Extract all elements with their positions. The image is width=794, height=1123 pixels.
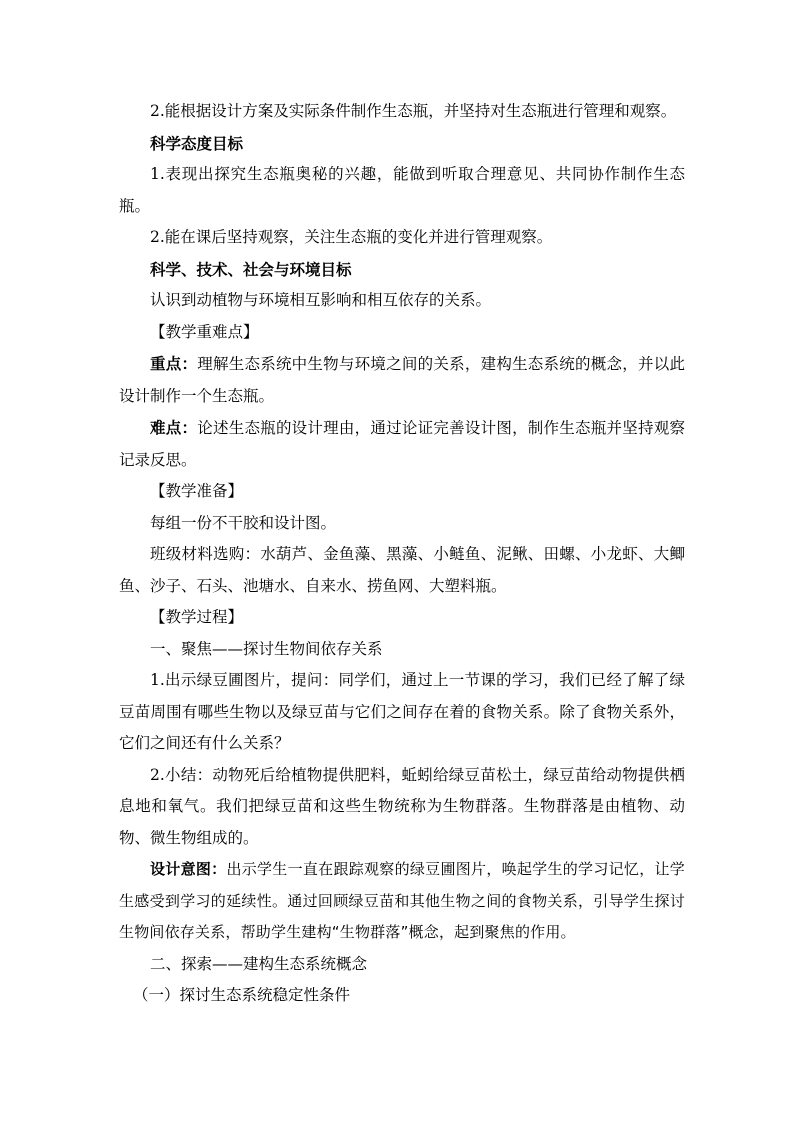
- heading-key-points: 【教学重难点】: [150, 322, 259, 341]
- paragraph-difficulty: [119, 412, 685, 476]
- section-focus: 一、聚焦——探讨生物间依存关系: [150, 639, 383, 658]
- difficulty-label: 难点：: [150, 418, 198, 437]
- paragraph-design-intent: [119, 854, 685, 949]
- difficulty-text: 论述生态瓶的设计理由，通过论证完善设计图，制作生态瓶并坚持观察记录反思。: [119, 419, 685, 469]
- paragraph-stse: 认识到动植物与环境相互影响和相互依存的关系。: [150, 291, 492, 309]
- section-explore: 二、探索——建构生态系统概念: [150, 954, 368, 973]
- subsection-stability: （一）探讨生态系统稳定性条件: [133, 986, 351, 1004]
- design-intent-label: 设计意图：: [150, 860, 227, 878]
- paragraph-focus-1: 1.出示绿豆圃图片，提问：同学们，通过上一节课的学习，我们已经了解了绿豆苗周围有哪些生物以及绿豆苗与它们之间存在着的食物关系。除了食物关系外，它们之间还有什么关系？: [119, 671, 685, 752]
- key-point-text: 理解生态系统中生物与环境之间的关系，建构生态系统的概念，并以此设计制作一个生态瓶。: [119, 355, 685, 405]
- heading-process: 【教学过程】: [150, 608, 244, 626]
- heading-attitude-goals: 科学态度目标: [150, 133, 244, 153]
- paragraph-objective-2: 2.能根据设计方案及实际条件制作生态瓶，并坚持对生态瓶进行管理和观察。: [150, 102, 677, 120]
- design-intent-text: 出示学生一直在跟踪观察的绿豆圃图片，唤起学生的学习记忆，让学生感受到学习的延续性。通过回顾绿豆苗和其他生物之间的食物关系，引导学生探讨生物间依存关系，帮助学生建构“生物群落”概念，起到聚焦的作用。: [119, 860, 685, 941]
- heading-preparation: 【教学准备】: [150, 482, 244, 500]
- paragraph-attitude-2: 2.能在课后坚持观察，关注生态瓶的变化并进行管理观察。: [150, 228, 553, 246]
- summary-text: 动物死后给植物提供肥料，蚯蚓给绿豆苗松土，绿豆苗给动物提供栖息地和氧气。我们把绿豆苗和这些生物统称为生物群落。生物群落是由植物、动物、微生物组成的。: [119, 765, 685, 847]
- key-point-label: 重点：: [150, 354, 198, 373]
- paragraph-focus-2: [119, 760, 685, 855]
- paragraph-prep-group: 每组一份不干胶和设计图。: [150, 513, 337, 532]
- paragraph-attitude-1: 1.表现出探究生态瓶奥秘的兴趣，能做到听取合理意见、共同协作制作生态瓶。: [119, 165, 685, 215]
- heading-stse-goals: 科学、技术、社会与环境目标: [150, 259, 352, 279]
- paragraph-key-point: [119, 348, 685, 412]
- document-body: [119, 96, 685, 1012]
- summary-label: 2.小结：: [150, 765, 213, 784]
- paragraph-prep-materials: 班级材料选购：水葫芦、金鱼藻、黑藻、小鲢鱼、泥鳅、田螺、小龙虾、大鲫鱼、沙子、石头、池塘水、自来水、捞鱼网、大塑料瓶。: [119, 545, 685, 595]
